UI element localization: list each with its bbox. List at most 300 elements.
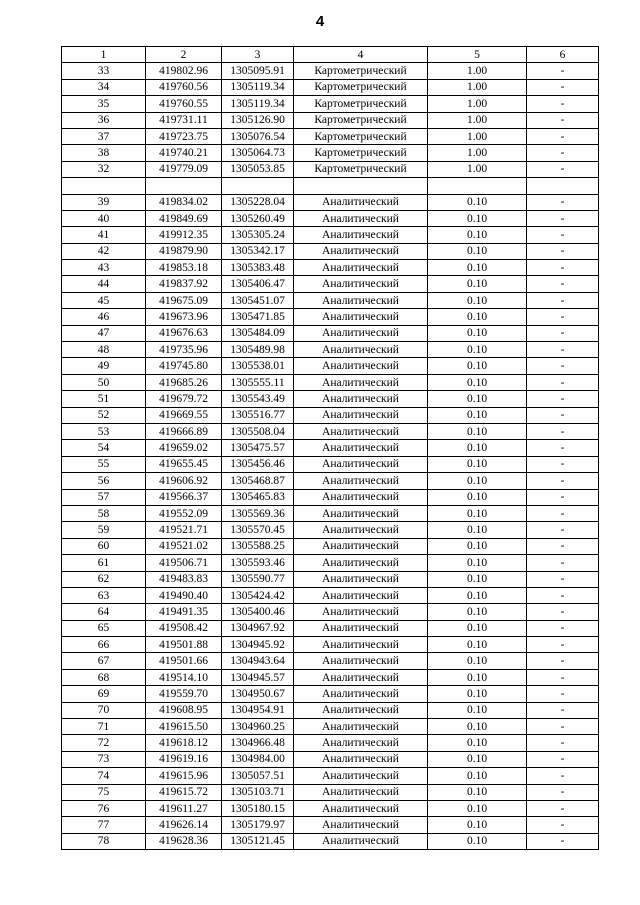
table-cell: - (527, 571, 599, 587)
table-cell: - (527, 456, 599, 472)
table-cell: 1305475.57 (222, 440, 294, 456)
table-cell: 419514.10 (146, 669, 222, 685)
table-row (62, 423, 599, 439)
table-cell: 1305538.01 (222, 358, 294, 374)
table-row (62, 243, 599, 259)
table-row (62, 522, 599, 538)
table-row (62, 489, 599, 505)
table-cell: 50 (62, 374, 146, 390)
table-row (62, 260, 599, 276)
table-cell: Аналитический (294, 637, 428, 653)
table-cell: 1305342.17 (222, 243, 294, 259)
table-cell: 1304945.92 (222, 637, 294, 653)
table-cell: - (527, 391, 599, 407)
table-cell: - (527, 489, 599, 505)
table-cell: 419760.56 (146, 79, 222, 95)
table-row (62, 96, 599, 112)
table-cell: 0.10 (428, 276, 527, 292)
table-cell: - (527, 522, 599, 538)
table-cell: 419679.72 (146, 391, 222, 407)
table-cell: 419760.55 (146, 96, 222, 112)
table-cell: 73 (62, 751, 146, 767)
table-cell: 0.10 (428, 505, 527, 521)
table-cell: 1.00 (428, 128, 527, 144)
table-cell: 52 (62, 407, 146, 423)
table-row (62, 768, 599, 784)
table-cell: 1305126.90 (222, 112, 294, 128)
table-cell: 0.10 (428, 637, 527, 653)
table-cell: 419491.35 (146, 604, 222, 620)
table-row (62, 407, 599, 423)
table-cell: 75 (62, 784, 146, 800)
table-cell: 419608.95 (146, 702, 222, 718)
table-cell: 46 (62, 309, 146, 325)
table-row (62, 686, 599, 702)
table-cell: 0.10 (428, 538, 527, 554)
table-row (62, 292, 599, 308)
table-cell: 1305471.85 (222, 309, 294, 325)
table-cell: 419483.83 (146, 571, 222, 587)
page-number: 4 (315, 13, 325, 30)
table-cell: - (527, 817, 599, 833)
table-row (62, 325, 599, 341)
table-cell: 419745.80 (146, 358, 222, 374)
table-cell: 65 (62, 620, 146, 636)
table-row (62, 735, 599, 751)
table-cell: 419834.02 (146, 194, 222, 210)
table-cell: 419676.63 (146, 325, 222, 341)
table-cell: Аналитический (294, 702, 428, 718)
table-row (62, 276, 599, 292)
table-cell: 64 (62, 604, 146, 620)
table-cell: 1305406.47 (222, 276, 294, 292)
table-cell (294, 178, 428, 194)
table-cell: 1305484.09 (222, 325, 294, 341)
table-cell: - (527, 96, 599, 112)
table-cell: 1305424.42 (222, 587, 294, 603)
table-cell: 1.00 (428, 112, 527, 128)
table-header-row (62, 47, 599, 63)
table-cell: 0.10 (428, 260, 527, 276)
table-cell: Аналитический (294, 653, 428, 669)
table-cell: - (527, 161, 599, 177)
table-cell: 419659.02 (146, 440, 222, 456)
table-cell: 419673.96 (146, 309, 222, 325)
table-cell: 419731.11 (146, 112, 222, 128)
table-cell: 1.00 (428, 145, 527, 161)
column-header: 3 (222, 47, 294, 63)
table-cell: 34 (62, 79, 146, 95)
table-cell: Аналитический (294, 292, 428, 308)
table-cell: 32 (62, 161, 146, 177)
table-cell: 1304943.64 (222, 653, 294, 669)
table-cell: 419566.37 (146, 489, 222, 505)
table-cell: Аналитический (294, 473, 428, 489)
table-cell: - (527, 358, 599, 374)
table-row (62, 833, 599, 849)
table-cell: 1305305.24 (222, 227, 294, 243)
table-cell: 0.10 (428, 194, 527, 210)
table-cell: Аналитический (294, 686, 428, 702)
table-row (62, 358, 599, 374)
table-cell: - (527, 800, 599, 816)
table-cell: 1304960.25 (222, 719, 294, 735)
table-cell: 1305121.45 (222, 833, 294, 849)
table-cell: 419628.36 (146, 833, 222, 849)
table-cell: Картометрический (294, 128, 428, 144)
table-cell: 0.10 (428, 800, 527, 816)
table-cell: 0.10 (428, 210, 527, 226)
table-cell: Аналитический (294, 571, 428, 587)
table-row (62, 751, 599, 767)
table-cell: - (527, 620, 599, 636)
table-cell: Аналитический (294, 505, 428, 521)
table-cell: 419490.40 (146, 587, 222, 603)
table-cell: 419837.92 (146, 276, 222, 292)
table-cell: 419655.45 (146, 456, 222, 472)
table-cell: Аналитический (294, 604, 428, 620)
table-cell: Аналитический (294, 423, 428, 439)
table-cell: - (527, 784, 599, 800)
table-cell: 41 (62, 227, 146, 243)
table-cell: - (527, 440, 599, 456)
table-cell: 1304945.57 (222, 669, 294, 685)
table-cell: 51 (62, 391, 146, 407)
table-cell: 0.10 (428, 604, 527, 620)
table-cell: 1305228.04 (222, 194, 294, 210)
table-cell: 66 (62, 637, 146, 653)
table-cell (428, 178, 527, 194)
column-header: 4 (294, 47, 428, 63)
table-cell: 37 (62, 128, 146, 144)
table-cell: 419802.96 (146, 63, 222, 79)
table-cell: Картометрический (294, 63, 428, 79)
table-cell: 70 (62, 702, 146, 718)
table-cell: - (527, 751, 599, 767)
table-cell: 419619.16 (146, 751, 222, 767)
table-cell (62, 178, 146, 194)
table-cell: - (527, 276, 599, 292)
table-cell: 419552.09 (146, 505, 222, 521)
table-cell: - (527, 63, 599, 79)
table-cell: 0.10 (428, 686, 527, 702)
table-cell: Аналитический (294, 374, 428, 390)
table-row (62, 63, 599, 79)
table-cell: 419735.96 (146, 342, 222, 358)
table-cell: 0.10 (428, 292, 527, 308)
table-cell: 1305383.48 (222, 260, 294, 276)
table-cell: 63 (62, 587, 146, 603)
table-cell: 0.10 (428, 309, 527, 325)
table-cell: 0.10 (428, 653, 527, 669)
table-row (62, 473, 599, 489)
table-cell: 69 (62, 686, 146, 702)
table-cell: 40 (62, 210, 146, 226)
table-row (62, 440, 599, 456)
table-cell: 54 (62, 440, 146, 456)
table-row (62, 538, 599, 554)
table-cell (222, 178, 294, 194)
table-cell: 419611.27 (146, 800, 222, 816)
table-cell: 74 (62, 768, 146, 784)
table-cell: 53 (62, 423, 146, 439)
table-cell: Аналитический (294, 620, 428, 636)
table-row (62, 178, 599, 194)
table-row (62, 702, 599, 718)
table-cell: 1305179.97 (222, 817, 294, 833)
table-row (62, 653, 599, 669)
table-cell: 0.10 (428, 342, 527, 358)
table-cell: Аналитический (294, 407, 428, 423)
table-cell: 43 (62, 260, 146, 276)
table-cell: 419606.92 (146, 473, 222, 489)
table-cell: - (527, 833, 599, 849)
table-cell: Аналитический (294, 768, 428, 784)
table-cell: Аналитический (294, 735, 428, 751)
table-cell: - (527, 538, 599, 554)
table-cell: - (527, 686, 599, 702)
table-cell: 419615.96 (146, 768, 222, 784)
table-cell: 1305053.85 (222, 161, 294, 177)
table-row (62, 391, 599, 407)
table-cell: 419559.70 (146, 686, 222, 702)
table-cell: 419508.42 (146, 620, 222, 636)
table-cell: 419501.66 (146, 653, 222, 669)
table-cell: Аналитический (294, 276, 428, 292)
table-cell: 59 (62, 522, 146, 538)
table-cell: - (527, 194, 599, 210)
table-row (62, 637, 599, 653)
table-cell: 33 (62, 63, 146, 79)
table-cell: Аналитический (294, 210, 428, 226)
column-header: 5 (428, 47, 527, 63)
table-row (62, 342, 599, 358)
table-cell: 0.10 (428, 374, 527, 390)
table-cell: Картометрический (294, 79, 428, 95)
table-cell: 67 (62, 653, 146, 669)
table-cell: 0.10 (428, 833, 527, 849)
table-cell: 56 (62, 473, 146, 489)
table-row (62, 309, 599, 325)
table-cell: 1305570.45 (222, 522, 294, 538)
table-cell: - (527, 505, 599, 521)
table-cell: 1305400.46 (222, 604, 294, 620)
table-cell: 419506.71 (146, 555, 222, 571)
table-cell: 1305543.49 (222, 391, 294, 407)
table-cell: 0.10 (428, 768, 527, 784)
table-cell: - (527, 768, 599, 784)
table-cell: 36 (62, 112, 146, 128)
table-cell: Аналитический (294, 325, 428, 341)
table-cell: 0.10 (428, 702, 527, 718)
table-cell: Аналитический (294, 456, 428, 472)
table-row (62, 817, 599, 833)
table-cell: 0.10 (428, 571, 527, 587)
table-row (62, 784, 599, 800)
table-cell: Картометрический (294, 112, 428, 128)
table-cell: 0.10 (428, 489, 527, 505)
table-cell: 419615.50 (146, 719, 222, 735)
table-cell: - (527, 637, 599, 653)
table-cell: 1304966.48 (222, 735, 294, 751)
coordinates-table (61, 46, 599, 850)
column-header: 6 (527, 47, 599, 63)
table-cell: 1304967.92 (222, 620, 294, 636)
table-row (62, 456, 599, 472)
table-cell: Аналитический (294, 358, 428, 374)
table-cell: - (527, 473, 599, 489)
table-cell: 419669.55 (146, 407, 222, 423)
table-cell: 68 (62, 669, 146, 685)
table-cell: 419685.26 (146, 374, 222, 390)
table-cell: 419615.72 (146, 784, 222, 800)
table-cell: Аналитический (294, 227, 428, 243)
table-cell: 0.10 (428, 817, 527, 833)
table-cell: - (527, 210, 599, 226)
table-cell: - (527, 145, 599, 161)
table-cell: 1.00 (428, 96, 527, 112)
table-cell: - (527, 669, 599, 685)
table-cell: Аналитический (294, 719, 428, 735)
table-body (62, 63, 599, 850)
table-cell: Картометрический (294, 145, 428, 161)
table-cell: 76 (62, 800, 146, 816)
table-cell: 419666.89 (146, 423, 222, 439)
table-row (62, 79, 599, 95)
table-cell: 57 (62, 489, 146, 505)
table-row (62, 719, 599, 735)
table-cell: Аналитический (294, 489, 428, 505)
table-cell: 0.10 (428, 227, 527, 243)
table-cell: - (527, 555, 599, 571)
table-cell: 1305180.15 (222, 800, 294, 816)
table-cell (527, 178, 599, 194)
table-cell: 419849.69 (146, 210, 222, 226)
table-cell: 0.10 (428, 423, 527, 439)
table-cell: Аналитический (294, 784, 428, 800)
table-cell: Картометрический (294, 96, 428, 112)
table-row (62, 669, 599, 685)
table-cell: 44 (62, 276, 146, 292)
table-row (62, 194, 599, 210)
table-cell: Аналитический (294, 800, 428, 816)
table-cell: 1305103.71 (222, 784, 294, 800)
table-cell: 1305064.73 (222, 145, 294, 161)
table-cell: 62 (62, 571, 146, 587)
table-cell: - (527, 260, 599, 276)
table-cell: 1304984.00 (222, 751, 294, 767)
table-cell: - (527, 309, 599, 325)
table-cell: 1305588.25 (222, 538, 294, 554)
table-cell: Аналитический (294, 194, 428, 210)
table-cell: 1305119.34 (222, 79, 294, 95)
table-cell: - (527, 342, 599, 358)
table-cell: 1305508.04 (222, 423, 294, 439)
table-cell: 0.10 (428, 555, 527, 571)
table-cell: 0.10 (428, 456, 527, 472)
table-cell: 419626.14 (146, 817, 222, 833)
table-cell: - (527, 587, 599, 603)
table-cell (146, 178, 222, 194)
table-cell: 0.10 (428, 620, 527, 636)
table-cell: 1.00 (428, 161, 527, 177)
table-cell: 419779.09 (146, 161, 222, 177)
table-cell: - (527, 128, 599, 144)
table-cell: 49 (62, 358, 146, 374)
table-cell: Аналитический (294, 440, 428, 456)
column-header: 1 (62, 47, 146, 63)
table-cell: 77 (62, 817, 146, 833)
table-cell: 419521.02 (146, 538, 222, 554)
table-cell: 1305593.46 (222, 555, 294, 571)
table-cell: Аналитический (294, 260, 428, 276)
table-cell: - (527, 112, 599, 128)
table-cell: 419723.75 (146, 128, 222, 144)
table-cell: 1304954.91 (222, 702, 294, 718)
table-cell: - (527, 243, 599, 259)
table-cell: Аналитический (294, 833, 428, 849)
table-cell: 1.00 (428, 79, 527, 95)
table-cell: Аналитический (294, 522, 428, 538)
table-row (62, 620, 599, 636)
table-cell: - (527, 374, 599, 390)
table-cell: 0.10 (428, 440, 527, 456)
table-row (62, 374, 599, 390)
table-cell: - (527, 292, 599, 308)
table-cell: 61 (62, 555, 146, 571)
table-cell: 39 (62, 194, 146, 210)
table-cell: 47 (62, 325, 146, 341)
table-cell: 419618.12 (146, 735, 222, 751)
table-cell: 1305468.87 (222, 473, 294, 489)
table-cell: Аналитический (294, 555, 428, 571)
table-cell: 1305076.54 (222, 128, 294, 144)
table-cell: 1305516.77 (222, 407, 294, 423)
table-cell: - (527, 702, 599, 718)
table-cell: 0.10 (428, 358, 527, 374)
table-cell: 42 (62, 243, 146, 259)
table-row (62, 800, 599, 816)
table-cell: 419853.18 (146, 260, 222, 276)
table-cell: 0.10 (428, 473, 527, 489)
table-row (62, 210, 599, 226)
table-cell: 58 (62, 505, 146, 521)
table-row (62, 227, 599, 243)
table-cell: 419675.09 (146, 292, 222, 308)
table-cell: 1305569.36 (222, 505, 294, 521)
table-cell: Аналитический (294, 391, 428, 407)
table-cell: 1305465.83 (222, 489, 294, 505)
table-cell: 1305119.34 (222, 96, 294, 112)
table-cell: - (527, 79, 599, 95)
table-cell: 0.10 (428, 751, 527, 767)
table-cell: Аналитический (294, 751, 428, 767)
table-cell: 0.10 (428, 407, 527, 423)
table-cell: 1305489.98 (222, 342, 294, 358)
table-cell: - (527, 719, 599, 735)
table-cell: Аналитический (294, 817, 428, 833)
column-header: 2 (146, 47, 222, 63)
table-cell: Аналитический (294, 243, 428, 259)
table-cell: 72 (62, 735, 146, 751)
table-cell: 419879.90 (146, 243, 222, 259)
table-cell: 48 (62, 342, 146, 358)
table-cell: 1305451.07 (222, 292, 294, 308)
table-cell: 71 (62, 719, 146, 735)
table-cell: 1305260.49 (222, 210, 294, 226)
table-cell: Аналитический (294, 309, 428, 325)
table-cell: 0.10 (428, 243, 527, 259)
